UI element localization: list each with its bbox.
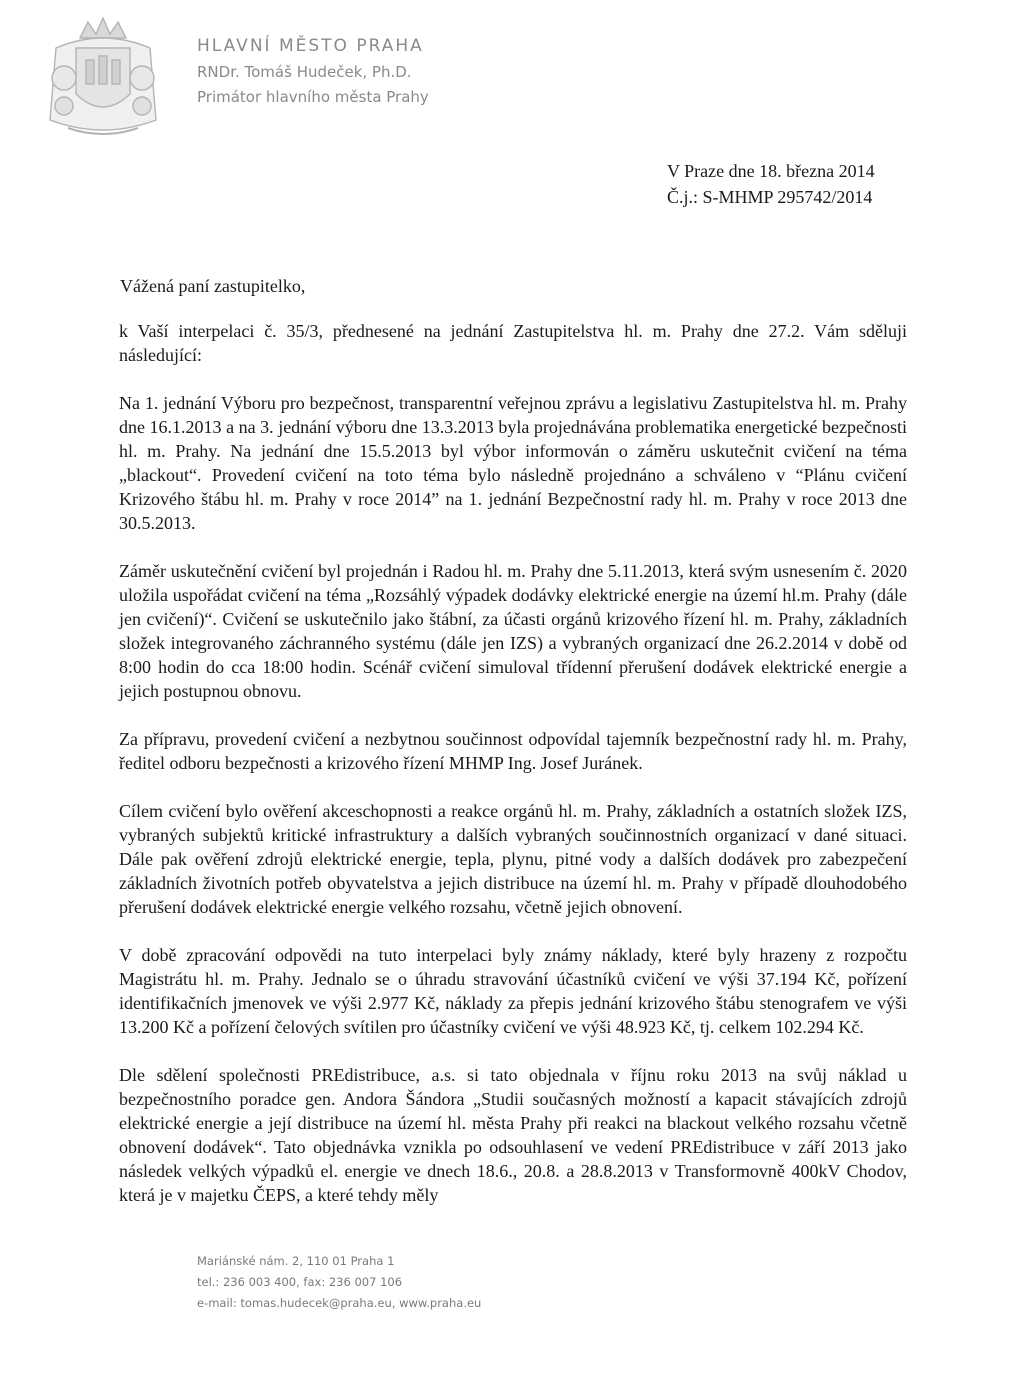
paragraph: V době zpracování odpovědi na tuto interpelaci byly známy náklady, které byly hrazeny z rozpočtu Magistrátu hl. m. Prahy. Jednalo se o úhradu stravování účastníků cvičení ve výši 37.194 Kč, pořízení identifikačních jmenovek ve výši 2.977 Kč, náklady za přepis jednání krizového štábu stenografem ve výši 13.200 Kč a pořízení čelových svítilen pro účastníky cvičení ve výši 48.923 Kč, tj. celkem 102.294 Kč. (119, 945, 907, 1037)
letter-date: V Praze dne 18. března 2014 (667, 161, 875, 181)
paragraph: Za přípravu, provedení cvičení a nezbytnou součinnost odpovídal tajemník bezpečnostní rady hl. m. Prahy, ředitel odboru bezpečnosti a krizového řízení MHMP Ing. Josef Juránek. (119, 729, 907, 773)
paragraph: Cílem cvičení bylo ověření akceschopnosti a reakce orgánů hl. m. Prahy, základních a ostatních složek IZS, vybraných subjektů kritické infrastruktury a dalších vybraných součinnostních organizací v dané situaci. Dále pak ověření zdrojů elektrické energie, tepla, plynu, pitné vody a dalších dodávek pro zabezpečení základních životních potřeb obyvatelstva a jejich distribuce na území hl. m. Prahy v případě dlouhodobého přerušení dodávek elektrické energie velkého rozsahu, včetně jejich obnovení. (119, 801, 907, 917)
footer-address: Mariánské nám. 2, 110 01 Praha 1 (197, 1254, 395, 1268)
letterhead-name: RNDr. Tomáš Hudeček, Ph.D. (197, 63, 412, 81)
letterhead-city: HLAVNÍ MĚSTO PRAHA (197, 36, 424, 56)
letter-body (119, 319, 907, 1207)
letter-meta (667, 158, 875, 210)
paragraph: k Vaší interpelaci č. 35/3, přednesené na jednání Zastupitelstva hl. m. Prahy dne 27.2. Vám sděluji následující: (119, 321, 907, 365)
letterhead (197, 34, 429, 109)
letterhead-role: Primátor hlavního města Prahy (197, 88, 429, 106)
paragraph: Dle sdělení společnosti PREdistribuce, a.s. si tato objednala v říjnu roku 2013 na svůj náklad u bezpečnostního poradce gen. Andora Šándora „Studii současných možností a kapacit stávajících zdrojů elektrické energie a její distribuce na území hl. města Prahy při reakci na blackout velkého rozsahu včetně obnovení dodávek“. Tato objednávka vznikla po odsouhlasení ve vedení PREdistribuce v září 2013 jako následek velkých výpadků el. energie ve dnech 18.6., 20.8. a 28.8.2013 v Transformovně 400kV Chodov, která je v majetku ČEPS, a které tehdy měly (119, 1065, 907, 1205)
letter-footer (197, 1251, 481, 1314)
footer-email: e-mail: tomas.hudecek@praha.eu, www.praha.eu (197, 1296, 482, 1310)
footer-phone: tel.: 236 003 400, fax: 236 007 106 (197, 1275, 403, 1289)
paragraph: Záměr uskutečnění cvičení byl projednán i Radou hl. m. Prahy dne 5.11.2013, která svým usnesením č. 2020 uložila uspořádat cvičení na téma „Rozsáhlý výpadek dodávky elektrické energie na území hl.m. Prahy (dále jen cvičení)“. Cvičení se uskutečnilo jako štábní, za účasti orgánů krizového řízení hl. m. Prahy, základních složek integrovaného záchranného systému (dále jen IZS) a vybraných organizací dne 26.2.2014 v době od 8:00 hodin do cca 18:00 hodin. Scénář cvičení simuloval třídenní přerušení dodávek elektrické energie a jejich postupnou obnovu. (119, 561, 907, 701)
letter-reference: Č.j.: S-MHMP 295742/2014 (667, 187, 873, 207)
salutation: Vážená paní zastupitelko, (120, 276, 306, 296)
prague-coat-of-arms-icon (28, 8, 178, 144)
paragraph: Na 1. jednání Výboru pro bezpečnost, transparentní veřejnou zprávu a legislativu Zastupitelstva hl. m. Prahy dne 16.1.2013 a na 3. jednání výboru dne 13.3.2013 byla projednávána problematika energetické bezpečnosti hl. m. Prahy. Na jednání dne 15.5.2013 byl výbor informován o záměru uskutečnit cvičení na téma „blackout“. Provedení cvičení na toto téma bylo následně projednáno a schváleno v “Plánu cvičení Krizového štábu hl. m. Prahy v roce 2014” na 1. jednání Bezpečnostní rady hl. m. Prahy v roce 2013 dne 30.5.2013. (119, 393, 907, 533)
